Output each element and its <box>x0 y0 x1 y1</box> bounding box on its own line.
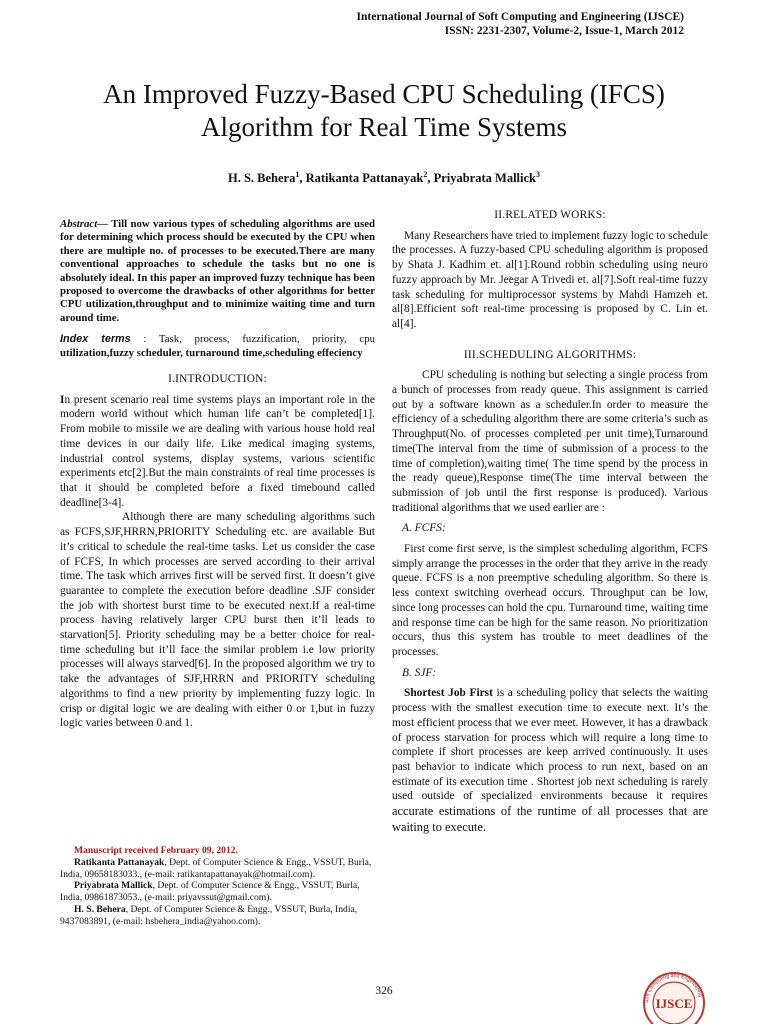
journal-logo-svg <box>636 963 712 1024</box>
footnote-author-1 <box>60 904 380 928</box>
right-column <box>392 208 708 835</box>
abstract-label: Abstract— <box>60 218 108 230</box>
footnote-author-3-name: Priyabrata Mallick <box>74 880 153 892</box>
index-terms-plain: Task, process, fuzzification, priority, cpu <box>158 333 376 346</box>
title-line-2: Algorithm for Real Time Systems <box>200 112 568 142</box>
footnote-author-2 <box>60 857 380 881</box>
related-text: Many Researchers have tried to implement fuzzy logic to schedule the processes. A fuzzy-based CPU scheduling algorithm is proposed by Shata J. Kadhim et. al[1].Round robbin scheduling using neuro fuzzy approach by Mr. Jeegar A Trivedi et. al[7].Soft real-time fuzzy task scheduling for multiprocessor systems by Mahdi Hamzeh et. al[8].Efficient soft real-time processing is proposed by C. Lin et. al[4]. <box>392 229 708 330</box>
footnote-author-2-name: Ratikanta Pattanayak <box>74 856 165 868</box>
sched-intro: CPU scheduling is nothing but selecting a single process from a bunch of processes from ready queue. This assignment is carried out by a software known as a scheduler.In order to measure the efficiency of a scheduling algorithm there are some criteria’s such as Throughput(No. of processes completed per unit time),Turnaround time(The interval from the time of submission of a process to the time of completion),waiting time( The time spend by the process in the ready queue),Response time(The time interval between the submission of job until the first response is produced). Various traditional algorithms that we used earlier are : <box>392 369 708 514</box>
sjf-paragraph <box>392 686 708 835</box>
footnote-author-3-text: , Dept. of Computer Science & Engg., VSSUT, Burla, India, 09861873053., (e-mail: priyavssut@gmail.com). <box>60 880 360 904</box>
logo-text: IJSCE <box>655 996 693 1011</box>
author-3: Priyabrata Mallick <box>433 171 536 186</box>
footnote-author-1-name: H. S. Behera <box>74 903 126 915</box>
footnote-author-3 <box>60 880 380 904</box>
index-terms-bold: utilization,fuzzy scheduler, turnaround time,scheduling effeciency <box>60 346 363 359</box>
intro-paragraph-2: Although there are many scheduling algorithms such as FCFS,SJF,HRRN,PRIORITY Scheduling etc. are available But it’s critical to schedule the real-time tasks. Let us consider the case of FCFS, In which processes are served according to their arrival time. The task which arrives first will be served first. It doesn’t give guarantee to complete the execution before deadline .SJF consider the job with shortest burst time to be executed next.If a real-time process having relatively larger CPU burst then it’ll leads to starvation[5]. Priority scheduling may be a better choice for real-time scheduling but it’ll face the similar problem i.e low priority processes will always starved[6]. In the proposed algorithm we try to take the advantages of SJF,HRRN and PRIORITY scheduling algorithms to find a new priority by implementing fuzzy logic. In crisp or digital logic we are dealing with either 0 or 1,but in fuzzy logic varies between 0 and 1. <box>60 511 375 730</box>
fcfs-heading: A. FCFS: <box>402 522 446 535</box>
index-terms <box>60 333 375 360</box>
sjf-bold-term: Shortest Job First <box>404 687 493 700</box>
footnote-author-2-text: , Dept. of Computer Science & Engg., VSSUT, Burla, India, 09658183033., (e-mail: ratikantapattanayak@hotmail.com). <box>60 856 372 880</box>
related-heading: II.RELATED WORKS: <box>494 209 606 221</box>
abstract <box>60 218 375 325</box>
footnote <box>60 845 380 928</box>
sjf-heading: B. SJF: <box>402 666 437 679</box>
manuscript-received: Manuscript received February 09, 2012. <box>74 845 238 856</box>
logo-ring-text-path: Soft Computing and Engineering <box>643 972 704 1004</box>
sched-heading: III.SCHEDULING ALGORITHMS: <box>463 348 637 361</box>
intro-p1-text: n present scenario real time systems plays an important role in the modern world without which human life can’t be completed[1]. From mobile to missile we are dealing with various house hold real time devices in our daily life. Like medical imaging systems, industrial control systems, display systems, various scientific experiments etc[2].But the main constraints of real time processes is that it should be completed before a fixed timebound called deadline[3-4]. <box>60 393 375 509</box>
journal-issn: ISSN: 2231-2307, Volume-2, Issue-1, March 2012 <box>444 25 684 37</box>
author-list: H. S. Behera$^1$, Ratikanta Pattanayak$^2$, Priyabrata Mallick$^3$ <box>228 170 540 186</box>
sjf-text: is a scheduling policy that selects the waiting process with the smallest execution time to execute next. It’s the most efficient process that we ever meet. However, it has a drawback of process starvation for process which will require a long time to complete if short processes are keep arrived continuously. It uses past behavior to indicate which process to run next, based on an estimate of its execution time . Shortest job next scheduling is rarely used outside of specialized environments because it requires <box>392 687 708 803</box>
journal-name: International Journal of Soft Computing and Engineering (IJSCE) <box>356 11 684 23</box>
author-1-affil: 1 <box>295 170 300 179</box>
intro-dropcap: I <box>60 393 65 406</box>
index-terms-sep: : <box>130 333 159 346</box>
page-number: 326 <box>375 985 393 997</box>
abstract-text: Till now various types of scheduling algorithms are used for determining which process should be executed by the CPU when there are multiple no. of processes to be executed.There are many conventional approaches to schedule the tasks but no one is absolutely ideal. In this paper an improved fuzzy technique has been proposed to overcome the drawbacks of other algorithms for better CPU utilization,throughput and to minimize waiting time and turn around time. <box>60 218 375 324</box>
author-3-affil: 3 <box>536 170 540 179</box>
fcfs-text: First come first serve, is the simplest scheduling algorithm, FCFS simply arrange the processes in the order that they arrive in the ready queue. FCFS is a non preemptive scheduling algorithm. So there is less context switching overhead occurs. Throughput can be low, since long processes can hold the cpu. Turnaround time, waiting time and response time can be high for the same reason. No prioritization occurs, thus this system has trouble to meet deadlines of the processes. <box>392 543 708 658</box>
author-1: H. S. Behera <box>228 171 296 186</box>
paper-title <box>40 78 728 144</box>
index-terms-label: Index terms <box>60 333 131 346</box>
sjf-tail: accurate estimations of the runtime of all processes that are waiting to execute. <box>392 804 708 834</box>
footnote-author-1-text: , Dept. of Computer Science & Engg., VSSUT, Burla, India, 9437083891, (e-mail: hsbehera_india@yahoo.com). <box>60 903 358 927</box>
journal-logo <box>636 963 712 1024</box>
intro-paragraph-1 <box>60 393 375 511</box>
author-2-affil: 2 <box>423 170 428 179</box>
intro-heading: I.INTRODUCTION: <box>168 373 267 386</box>
title-line-1: An Improved Fuzzy-Based CPU Scheduling (IFCS) <box>103 79 665 109</box>
left-column <box>60 218 375 731</box>
journal-header <box>357 10 684 38</box>
author-2: Ratikanta Pattanayak <box>305 171 424 186</box>
